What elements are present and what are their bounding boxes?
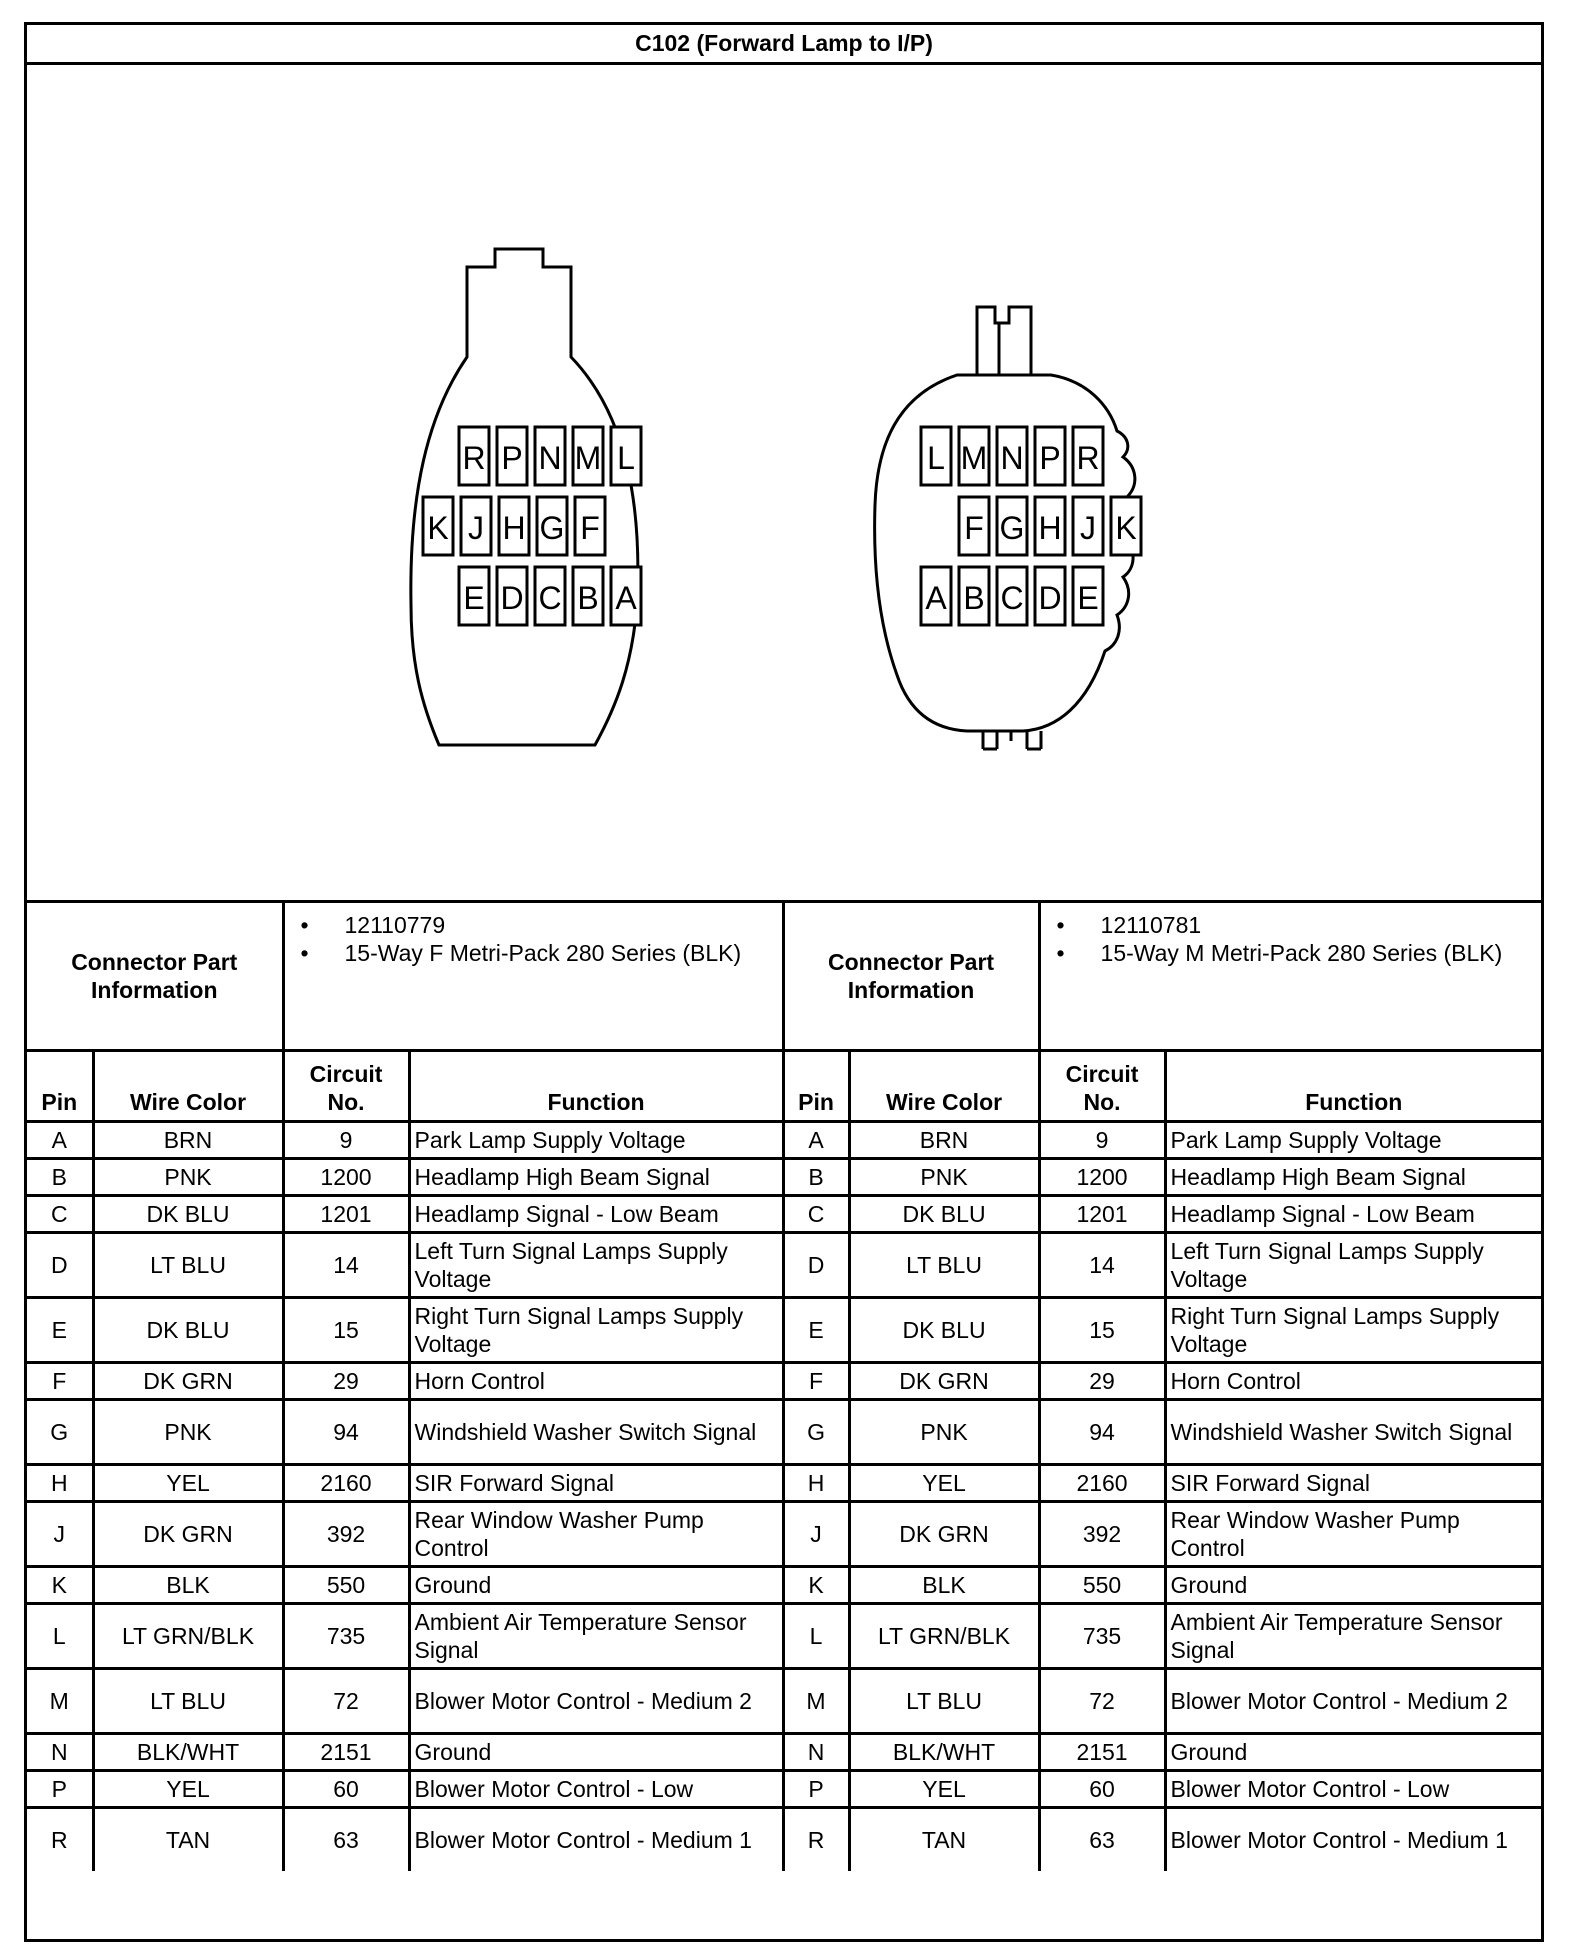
- function-cell: Ground: [1165, 1734, 1541, 1771]
- circuit-cell: 735: [1039, 1604, 1165, 1669]
- col-wire-color: Wire Color: [93, 1051, 283, 1122]
- connector-sheet: [24, 22, 1544, 1942]
- table-row: [27, 1734, 1541, 1771]
- wire-color-cell: PNK: [849, 1400, 1039, 1465]
- function-cell: Headlamp Signal - Low Beam: [409, 1196, 783, 1233]
- col-function: Function: [409, 1051, 783, 1122]
- pin-cell: N: [783, 1734, 849, 1771]
- connector-diagram: [27, 65, 1541, 903]
- pin-label: H: [1038, 510, 1062, 546]
- pin-label: F: [580, 510, 600, 546]
- pin-label: L: [617, 440, 635, 476]
- pin-label: H: [502, 510, 526, 546]
- wire-color-cell: DK BLU: [93, 1196, 283, 1233]
- circuit-cell: 29: [283, 1363, 409, 1400]
- function-cell: Ground: [1165, 1567, 1541, 1604]
- pinout-table: [27, 903, 1541, 1871]
- function-cell: Headlamp High Beam Signal: [409, 1159, 783, 1196]
- pin-label: J: [1080, 510, 1096, 546]
- table-row: [27, 1122, 1541, 1159]
- function-cell: Windshield Washer Switch Signal: [409, 1400, 783, 1465]
- pin-label: N: [1000, 440, 1024, 476]
- pin-cell: K: [783, 1567, 849, 1604]
- pin-cell: H: [783, 1465, 849, 1502]
- wire-color-cell: YEL: [93, 1465, 283, 1502]
- pin-label: D: [1038, 580, 1062, 616]
- wire-color-cell: BRN: [93, 1122, 283, 1159]
- col-function: Function: [1165, 1051, 1541, 1122]
- pin-cell: C: [27, 1196, 93, 1233]
- pin-label: K: [427, 510, 449, 546]
- pin-label: P: [1039, 440, 1061, 476]
- circuit-cell: 1200: [1039, 1159, 1165, 1196]
- circuit-cell: 2151: [283, 1734, 409, 1771]
- circuit-cell: 392: [1039, 1502, 1165, 1567]
- circuit-cell: 9: [283, 1122, 409, 1159]
- wire-color-cell: DK BLU: [93, 1298, 283, 1363]
- circuit-cell: 72: [283, 1669, 409, 1734]
- circuit-cell: 94: [283, 1400, 409, 1465]
- table-row: [27, 1233, 1541, 1298]
- wire-color-cell: BLK: [849, 1567, 1039, 1604]
- pin-cell: P: [27, 1771, 93, 1808]
- function-cell: Windshield Washer Switch Signal: [1165, 1400, 1541, 1465]
- pin-label: A: [615, 580, 637, 616]
- right-connector-lock-tab: [977, 307, 1031, 375]
- pin-cell: H: [27, 1465, 93, 1502]
- circuit-cell: 2160: [1039, 1465, 1165, 1502]
- pin-label: F: [964, 510, 984, 546]
- wire-color-cell: DK GRN: [93, 1502, 283, 1567]
- wire-color-cell: BLK/WHT: [93, 1734, 283, 1771]
- function-cell: Horn Control: [409, 1363, 783, 1400]
- pin-cell: E: [783, 1298, 849, 1363]
- table-row: [27, 1771, 1541, 1808]
- pin-cell: M: [783, 1669, 849, 1734]
- circuit-cell: 392: [283, 1502, 409, 1567]
- pin-cell: L: [783, 1604, 849, 1669]
- pin-cell: A: [783, 1122, 849, 1159]
- connector-face-views: [27, 65, 1541, 900]
- circuit-cell: 735: [283, 1604, 409, 1669]
- function-cell: Headlamp High Beam Signal: [1165, 1159, 1541, 1196]
- function-cell: Ground: [409, 1567, 783, 1604]
- page-title: C102 (Forward Lamp to I/P): [27, 25, 1541, 65]
- function-cell: SIR Forward Signal: [1165, 1465, 1541, 1502]
- pin-label: E: [1077, 580, 1099, 616]
- wire-color-cell: LT BLU: [93, 1669, 283, 1734]
- function-cell: Headlamp Signal - Low Beam: [1165, 1196, 1541, 1233]
- pin-cell: G: [27, 1400, 93, 1465]
- wire-color-cell: DK GRN: [849, 1363, 1039, 1400]
- pin-label: G: [999, 510, 1025, 546]
- pin-cell: G: [783, 1400, 849, 1465]
- function-cell: Left Turn Signal Lamps Supply Voltage: [409, 1233, 783, 1298]
- circuit-cell: 9: [1039, 1122, 1165, 1159]
- right-info-values: [1039, 903, 1541, 1051]
- pin-cell: C: [783, 1196, 849, 1233]
- left-part-number: • 12110779: [345, 911, 778, 939]
- right-connector-bottom-tabs: [983, 731, 1041, 749]
- pin-label: L: [927, 440, 945, 476]
- function-cell: Park Lamp Supply Voltage: [1165, 1122, 1541, 1159]
- function-cell: Blower Motor Control - Medium 2: [1165, 1669, 1541, 1734]
- left-part-description: • 15-Way F Metri-Pack 280 Series (BLK): [345, 939, 778, 967]
- col-pin: Pin: [27, 1051, 93, 1122]
- wire-color-cell: BLK/WHT: [849, 1734, 1039, 1771]
- function-cell: Blower Motor Control - Low: [1165, 1771, 1541, 1808]
- function-cell: Right Turn Signal Lamps Supply Voltage: [1165, 1298, 1541, 1363]
- circuit-cell: 2151: [1039, 1734, 1165, 1771]
- pin-cell: P: [783, 1771, 849, 1808]
- table-row: [27, 1196, 1541, 1233]
- col-circuit: Circuit No.: [283, 1051, 409, 1122]
- column-header-row: [27, 1051, 1541, 1122]
- function-cell: Left Turn Signal Lamps Supply Voltage: [1165, 1233, 1541, 1298]
- table-row: [27, 1465, 1541, 1502]
- col-circuit: Circuit No.: [1039, 1051, 1165, 1122]
- circuit-cell: 550: [283, 1567, 409, 1604]
- pin-label: J: [468, 510, 484, 546]
- wire-color-cell: LT BLU: [93, 1233, 283, 1298]
- function-cell: Blower Motor Control - Medium 1: [409, 1808, 783, 1872]
- left-info-header: Connector Part Information: [27, 903, 283, 1051]
- wire-color-cell: PNK: [93, 1159, 283, 1196]
- pin-cell: B: [783, 1159, 849, 1196]
- function-cell: Rear Window Washer Pump Control: [1165, 1502, 1541, 1567]
- wire-color-cell: LT BLU: [849, 1233, 1039, 1298]
- wire-color-cell: LT BLU: [849, 1669, 1039, 1734]
- circuit-cell: 72: [1039, 1669, 1165, 1734]
- pin-label: M: [574, 440, 602, 476]
- pin-label: P: [501, 440, 523, 476]
- table-row: [27, 1400, 1541, 1465]
- wire-color-cell: LT GRN/BLK: [849, 1604, 1039, 1669]
- function-cell: Park Lamp Supply Voltage: [409, 1122, 783, 1159]
- pin-label: G: [539, 510, 565, 546]
- circuit-cell: 2160: [283, 1465, 409, 1502]
- wire-color-cell: PNK: [93, 1400, 283, 1465]
- table-row: [27, 1159, 1541, 1196]
- pin-label: E: [463, 580, 485, 616]
- wire-color-cell: YEL: [849, 1465, 1039, 1502]
- circuit-cell: 94: [1039, 1400, 1165, 1465]
- pin-label: B: [963, 580, 985, 616]
- right-part-description: • 15-Way M Metri-Pack 280 Series (BLK): [1101, 939, 1538, 967]
- circuit-cell: 550: [1039, 1567, 1165, 1604]
- right-info-header: Connector Part Information: [783, 903, 1039, 1051]
- function-cell: Ground: [409, 1734, 783, 1771]
- wire-color-cell: DK BLU: [849, 1196, 1039, 1233]
- function-cell: Blower Motor Control - Medium 1: [1165, 1808, 1541, 1872]
- wire-color-cell: YEL: [849, 1771, 1039, 1808]
- col-pin: Pin: [783, 1051, 849, 1122]
- circuit-cell: 60: [1039, 1771, 1165, 1808]
- pin-label: K: [1115, 510, 1137, 546]
- pin-cell: F: [27, 1363, 93, 1400]
- right-part-number: • 12110781: [1101, 911, 1538, 939]
- connector-info-row: [27, 903, 1541, 1051]
- wire-color-cell: YEL: [93, 1771, 283, 1808]
- col-wire-color: Wire Color: [849, 1051, 1039, 1122]
- pin-label: M: [960, 440, 988, 476]
- table-row: [27, 1567, 1541, 1604]
- pin-cell: K: [27, 1567, 93, 1604]
- pin-cell: R: [783, 1808, 849, 1872]
- function-cell: Rear Window Washer Pump Control: [409, 1502, 783, 1567]
- circuit-cell: 1200: [283, 1159, 409, 1196]
- pin-label: R: [1076, 440, 1100, 476]
- circuit-cell: 15: [1039, 1298, 1165, 1363]
- pin-cell: B: [27, 1159, 93, 1196]
- pin-cell: E: [27, 1298, 93, 1363]
- pin-cell: L: [27, 1604, 93, 1669]
- pin-cell: J: [783, 1502, 849, 1567]
- table-row: [27, 1363, 1541, 1400]
- function-cell: Blower Motor Control - Medium 2: [409, 1669, 783, 1734]
- circuit-cell: 1201: [1039, 1196, 1165, 1233]
- left-info-values: [283, 903, 783, 1051]
- pin-cell: A: [27, 1122, 93, 1159]
- circuit-cell: 60: [283, 1771, 409, 1808]
- pin-label: N: [538, 440, 562, 476]
- circuit-cell: 63: [1039, 1808, 1165, 1872]
- wire-color-cell: BRN: [849, 1122, 1039, 1159]
- function-cell: Blower Motor Control - Low: [409, 1771, 783, 1808]
- function-cell: Ambient Air Temperature Sensor Signal: [409, 1604, 783, 1669]
- wire-color-cell: TAN: [93, 1808, 283, 1872]
- pin-cell: D: [783, 1233, 849, 1298]
- table-row: [27, 1604, 1541, 1669]
- function-cell: Ambient Air Temperature Sensor Signal: [1165, 1604, 1541, 1669]
- wire-color-cell: DK GRN: [93, 1363, 283, 1400]
- pin-label: C: [1000, 580, 1024, 616]
- wire-color-cell: TAN: [849, 1808, 1039, 1872]
- circuit-cell: 1201: [283, 1196, 409, 1233]
- function-cell: SIR Forward Signal: [409, 1465, 783, 1502]
- wire-color-cell: PNK: [849, 1159, 1039, 1196]
- function-cell: Right Turn Signal Lamps Supply Voltage: [409, 1298, 783, 1363]
- circuit-cell: 15: [283, 1298, 409, 1363]
- pin-cell: F: [783, 1363, 849, 1400]
- wire-color-cell: LT GRN/BLK: [93, 1604, 283, 1669]
- table-row: [27, 1502, 1541, 1567]
- table-row: [27, 1669, 1541, 1734]
- circuit-cell: 29: [1039, 1363, 1165, 1400]
- pin-label: B: [577, 580, 599, 616]
- wire-color-cell: BLK: [93, 1567, 283, 1604]
- function-cell: Horn Control: [1165, 1363, 1541, 1400]
- circuit-cell: 14: [283, 1233, 409, 1298]
- pin-cell: R: [27, 1808, 93, 1872]
- pin-label: R: [462, 440, 486, 476]
- pin-cell: D: [27, 1233, 93, 1298]
- circuit-cell: 14: [1039, 1233, 1165, 1298]
- table-row: [27, 1298, 1541, 1363]
- circuit-cell: 63: [283, 1808, 409, 1872]
- pin-label: C: [538, 580, 562, 616]
- wire-color-cell: DK BLU: [849, 1298, 1039, 1363]
- pin-cell: N: [27, 1734, 93, 1771]
- pin-cell: M: [27, 1669, 93, 1734]
- pin-label: D: [500, 580, 524, 616]
- table-row: [27, 1808, 1541, 1872]
- wire-color-cell: DK GRN: [849, 1502, 1039, 1567]
- pin-label: A: [925, 580, 947, 616]
- pin-cell: J: [27, 1502, 93, 1567]
